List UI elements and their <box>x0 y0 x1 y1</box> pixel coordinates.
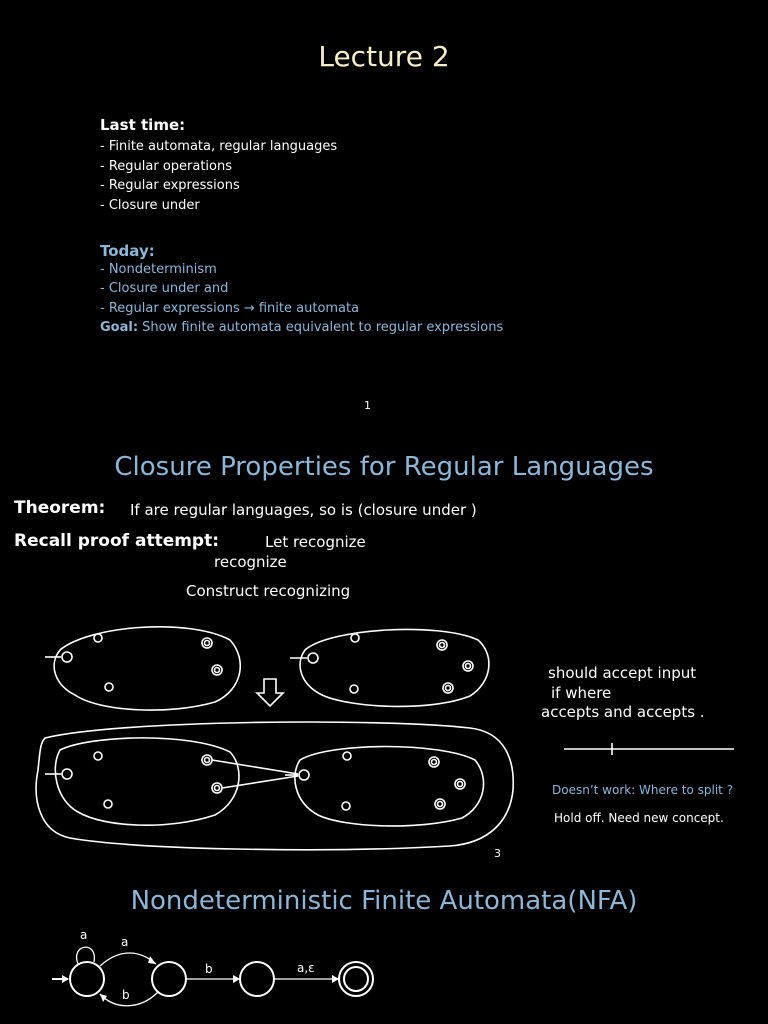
nfa-edge-label: b <box>122 988 130 1002</box>
arrowhead <box>62 975 69 983</box>
arrowhead <box>100 994 107 1002</box>
nfa-state-q3 <box>240 962 274 996</box>
side-text: should accept input <box>548 664 697 682</box>
today-item: - Closure under and <box>100 281 229 296</box>
hold-off-note: Hold off. Need new concept. <box>554 811 724 825</box>
state <box>105 683 113 691</box>
accept-state <box>437 640 447 650</box>
machine-m2-outline <box>300 629 489 706</box>
nfa-accept-ring <box>344 967 368 991</box>
closure-title: Closure Properties for Regular Languages <box>114 452 654 482</box>
goal-label: Goal: <box>100 320 139 335</box>
accept-state <box>443 683 453 693</box>
nfa-title: Nondeterministic Finite Automata(NFA) <box>130 886 638 916</box>
arrowhead <box>148 956 156 964</box>
start-state <box>299 770 309 780</box>
nfa-edge-q1-q2 <box>100 953 156 966</box>
arrowhead <box>233 975 240 983</box>
side-text: if where <box>551 684 612 702</box>
slide1-page-number: 1 <box>364 399 371 412</box>
nfa-edge-label: b <box>205 962 213 976</box>
start-state <box>62 769 72 779</box>
accept-state <box>455 779 465 789</box>
theorem-label: Theorem: <box>14 498 106 518</box>
theorem-text: If are regular languages, so is (closure under ) <box>130 501 477 519</box>
state <box>94 634 102 642</box>
start-state <box>308 653 318 663</box>
doesnt-work-note: Doesn’t work: Where to split ? <box>552 783 734 797</box>
today-item: - Nondeterminism <box>100 262 217 277</box>
transition-arrow <box>222 776 298 788</box>
accept-state <box>463 661 473 671</box>
state <box>351 634 359 642</box>
state <box>104 800 112 808</box>
nfa-edge-label: a,ε <box>297 961 315 975</box>
last-time-item: - Finite automata, regular languages <box>100 139 338 154</box>
transition-arrow <box>212 760 298 774</box>
down-arrow-icon <box>257 679 283 706</box>
accept-state <box>212 665 222 675</box>
today-heading: Today: <box>100 242 155 260</box>
combined-m1-outline <box>55 738 239 825</box>
side-text: accepts and accepts . <box>541 703 705 721</box>
state <box>343 752 351 760</box>
combined-machine-outline <box>36 722 513 850</box>
accept-state <box>429 757 439 767</box>
start-state <box>62 652 72 662</box>
recall-line: Construct recognizing <box>186 582 351 600</box>
arrowhead <box>332 975 339 983</box>
nfa-edge-label: a <box>121 935 129 949</box>
nfa-state-q2 <box>152 962 186 996</box>
today-item: - Regular expressions → finite automata <box>100 301 360 316</box>
accept-state <box>212 783 222 793</box>
state <box>94 752 102 760</box>
last-time-heading: Last time: <box>100 116 186 134</box>
accept-state <box>202 755 212 765</box>
last-time-item: - Closure under <box>100 198 200 213</box>
state <box>350 685 358 693</box>
recall-label: Recall proof attempt: <box>14 531 220 551</box>
slide2-page-number: 3 <box>494 847 501 860</box>
accept-state <box>435 799 445 809</box>
goal-text: Show finite automata equivalent to regular expressions <box>138 320 504 335</box>
state <box>342 802 350 810</box>
nfa-edge-label: a <box>80 928 88 942</box>
recall-line: recognize <box>214 553 287 571</box>
last-time-item: - Regular operations <box>100 159 233 174</box>
nfa-state-q1 <box>70 962 104 996</box>
recall-line: Let recognize <box>265 533 366 551</box>
lecture-title: Lecture 2 <box>318 40 450 73</box>
last-time-item: - Regular expressions <box>100 178 240 193</box>
accept-state <box>202 638 212 648</box>
